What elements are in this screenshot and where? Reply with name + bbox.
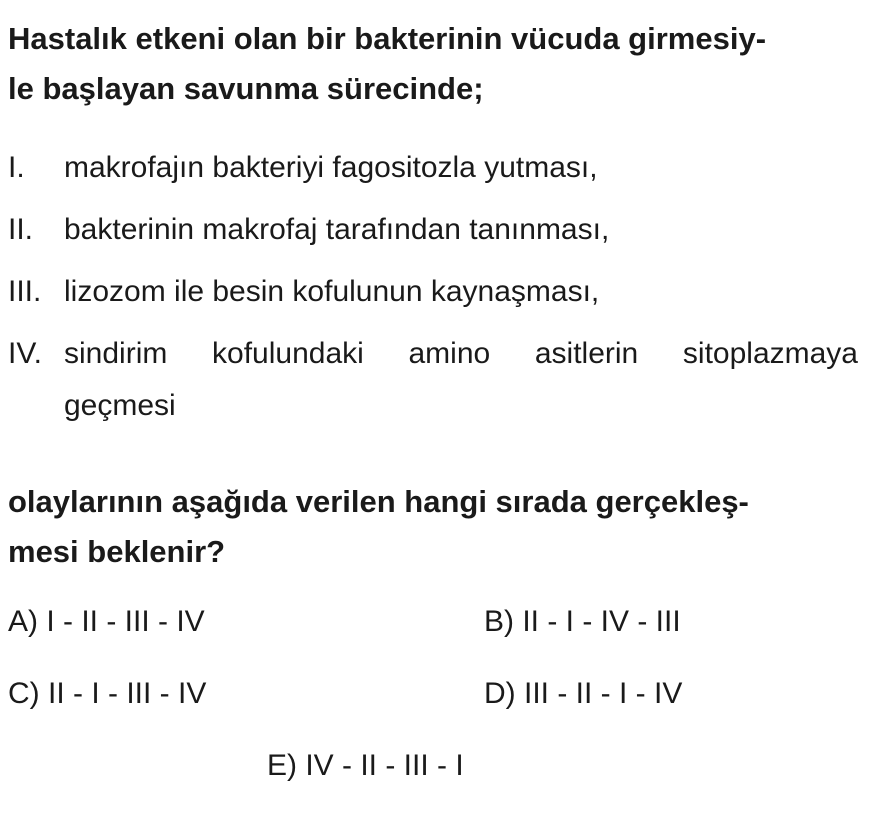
statement-item-1 <box>8 142 858 204</box>
statement-text <box>64 328 858 438</box>
statement-item-3 <box>8 266 858 328</box>
question <box>8 14 858 782</box>
statement-number: I. <box>8 151 25 184</box>
statement-item-4 <box>8 328 858 438</box>
statement-number: II. <box>8 213 34 246</box>
statement-text: lizozom ile besin kofulunun kaynaşması, <box>64 275 600 308</box>
stem-bottom-line-2: mesi beklenir? <box>8 534 226 569</box>
statement-text: makrofajın bakteriyi fagositozla yutması, <box>64 151 598 184</box>
option-e[interactable]: E) IV - II - III - I <box>267 749 464 782</box>
stem-bottom-line-1: olaylarının aşağıda verilen hangi sırada gerçekleş- <box>8 484 749 519</box>
statement-list <box>8 142 858 438</box>
statement-number: IV. <box>8 337 42 370</box>
statement-text-line-2: geçmesi <box>64 389 176 422</box>
question-stem-top <box>8 14 858 114</box>
option-d[interactable]: D) III - II - I - IV <box>484 677 683 710</box>
answer-options <box>8 602 858 812</box>
option-b[interactable]: B) II - I - IV - III <box>484 605 681 638</box>
statement-number: III. <box>8 275 42 308</box>
option-a[interactable]: A) I - II - III - IV <box>8 605 205 638</box>
statement-item-2 <box>8 204 858 266</box>
statement-text: bakterinin makrofaj tarafından tanınması, <box>64 213 610 246</box>
option-c[interactable]: C) II - I - III - IV <box>8 677 207 710</box>
question-stem-bottom <box>8 477 858 577</box>
stem-top-line-2: le başlayan savunma sürecinde; <box>8 71 484 106</box>
stem-top-line-1: Hastalık etkeni olan bir bakterinin vücuda girmesiy- <box>8 21 767 56</box>
statement-text-line-1: sindirim kofulundaki amino asitlerin sitoplazmaya <box>64 337 858 370</box>
